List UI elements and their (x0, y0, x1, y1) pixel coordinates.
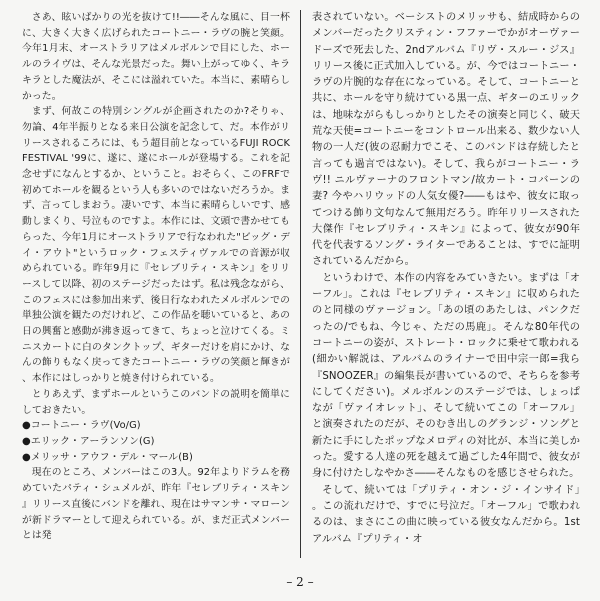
why-single-paragraph: まず、何故この特別シングルが企画されたのか?そりゃ、勿論、4年半振りとなる来日公演を記念して、だ。本作がリリースされるころには、もう超目前となっているFUJI ROCK FESTIVAL '99に、遂に、遂にホールが登場する。これを記念せずになんとするか、ということ。おそらく、このFRFで初めてホールを観るという人も多いのではないだろうか。まず、言ってしまおう。凄いです、本当に素晴らしいです、感動しまくり、号泣ものですよ。本作には、文頭で書かせてもらった、今年1月にオーストラリアで行なわれた"ビッグ・デイ・アウト"というロック・フェスティヴァルでの音源が収められている。昨年9月に『セレブリティ・スキン』をリリースして以降、初のステージだったはず。私は残念ながら、このフェスには参加出来ず、後日行なわれたメルボルンでの単独公演を観たのだけれど、この作品を聴いていると、あの日の興奮と感動が沸き返ってきて、ちょっと泣けてくる。ミニスカートに白のタンクトップ、ギターだけを肩にかけ、なんの飾りもなく戻ってきたコートニー・ラヴの笑顔と輝きが、本作にはしっかりと焼き付けられている。 (22, 106, 290, 385)
member-name: エリック・アーランソン(G) (30, 435, 155, 447)
member-name: メリッサ・アウフ・デル・マール(B) (30, 451, 193, 463)
list-item (22, 418, 290, 434)
current-members-paragraph: 現在のところ、メンバーはこの3人。92年よりドラムを務めていたパティ・シュメルが、昨年『セレブリティ・スキン』リリース直後にバンドを離れ、現在はサマンサ・マローンが新ドラマーとして迎えられている。が、まだ正式メンバーとは発 (22, 467, 290, 542)
left-column (22, 10, 290, 544)
bullet-icon: ● (22, 420, 31, 432)
column-divider (300, 10, 301, 558)
members-continued-paragraph: 表されていない。ベーシストのメリッサも、結成時からのメンバーだったクリスティン・フファーでかがオーヴァードーズで死去した、2ndアルバム『リヴ・スルー・ジス』リリース後に正式加入している。が、今ではコートニー・ラヴの片腕的な存在になっている。そして、コートニーと共に、ホールを守り続けている黒一点、ギターのエリックは、地味ながらもしっかりとしたその演奏と同じく、破天荒な天使=コートニーをコントロール出来る、数少ない人物の一人だ(彼の忍耐力でこそ、このバンドは存続したと言っても過言ではない)。そして、我らがコートニー・ラヴ!! ニルヴァーナのフロントマン/故カート・コバーンの妻? 今やハリウッドの人気女優?――もはや、彼女に取ってつける飾り文句なんて無用だろう。昨年リリースされた大傑作『セレブリティ・スキン』によって、彼女が90年代を代表するソング・ライターであることは、すでに証明されているんだから。 (312, 12, 580, 268)
band-intro-paragraph: とりあえず、まずホールというこのバンドの説明を簡単にしておきたい。 (22, 388, 290, 416)
pretty-on-the-inside-paragraph: そして、続いては「プリティ・オン・ジ・インサイド」。この流れだけで、すでに号泣だ。「オーフル」で歌われるのは、まさにこの曲に映っている彼女なんだから。1stアルバム『プリティ・オ (312, 484, 580, 545)
member-name: コートニー・ラヴ(Vo/G) (30, 420, 141, 432)
right-column (312, 10, 580, 548)
page-number: – 2 – (286, 575, 314, 589)
intro-paragraph: さあ、眩いばかりの光を抜けて!!――そんな風に、目一杯に、大きく大きく広げられたコートニー・ラヴの腕と笑顔。今年1月末、オーストラリアはメルボルンで目にした、ホールのライヴは、そんな光景だった。舞い上がってゆく、キラキラとした魔法が、そこには溢れていた。本当に、素晴らしかった。 (22, 12, 290, 102)
bullet-icon: ● (22, 435, 31, 447)
member-list (22, 418, 290, 465)
awful-paragraph: というわけで、本作の内容をみていきたい。まずは「オーフル」。これは『セレブリティ・スキン』に収められたのと同様のヴァージョン。「あの頃のあたしは、パンクだったの/でもね、今じゃ、ただの馬鹿」。そんな80年代のコートニーの姿が、ストレート・ロックに乗せて歌われる(細かい解説は、アルバムのライナーで田中宗一郎=我ら『SNOOZER』の編集長が書いているので、そちらを参考にしてください)。メルボルンのステージでは、しょっぱなが「ヴァイオレット」、そして続いてこの「オーフル」と演奏されたのだが、そのむき出しのグランジ・ソングと新たに手にしたポップなメロディの対比が、本当に美しかった。愛する人達の死を越えて過ごした4年間で、彼女が身に付けたしなやかさ――そんなものを感じさせられた。 (312, 272, 580, 480)
bullet-icon: ● (22, 451, 31, 463)
list-item (22, 434, 290, 450)
list-item (22, 450, 290, 466)
